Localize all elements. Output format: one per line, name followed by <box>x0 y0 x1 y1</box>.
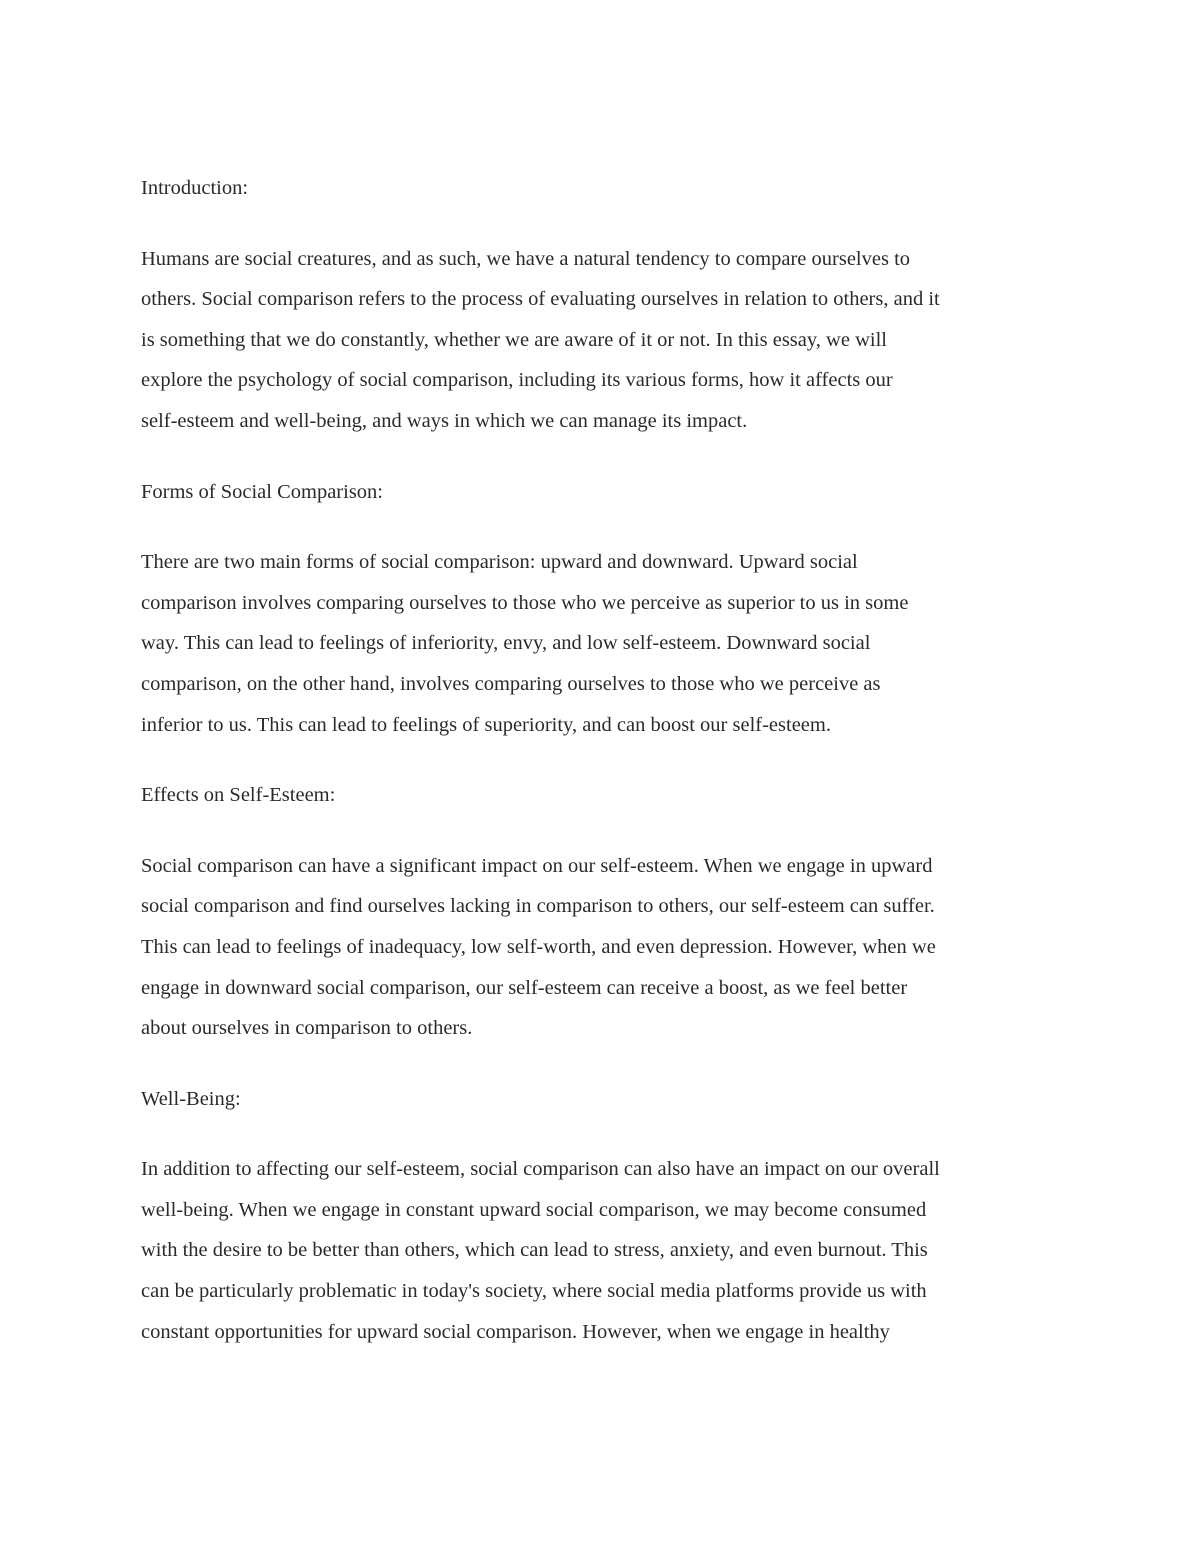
text-line: well-being. When we engage in constant upward social comparison, we may become consumed <box>141 1198 927 1221</box>
paragraph-gap <box>141 209 1066 239</box>
paragraph-gap <box>141 745 1066 775</box>
text-line: about ourselves in comparison to others. <box>141 1017 473 1040</box>
text-line: There are two main forms of social comparison: upward and downward. Upward social <box>141 551 858 574</box>
text-line: Social comparison can have a significant impact on our self-esteem. When we engage in upward <box>141 854 933 877</box>
text-line: social comparison and find ourselves lacking in comparison to others, our self-esteem can suffer. <box>141 895 935 918</box>
text-line: constant opportunities for upward social comparison. However, when we engage in healthy <box>141 1320 890 1343</box>
document-body <box>141 168 1066 1352</box>
section-heading: Well-Being: <box>141 1087 241 1110</box>
text-line: with the desire to be better than others, which can lead to stress, anxiety, and even burnout. This <box>141 1239 928 1262</box>
section-forms-of-social-comparison <box>141 472 1066 776</box>
text-line: In addition to affecting our self-esteem, social comparison can also have an impact on our overall <box>141 1158 940 1181</box>
section-introduction <box>141 168 1066 472</box>
paragraph-gap <box>141 816 1066 846</box>
text-line: Humans are social creatures, and as such, we have a natural tendency to compare ourselves to <box>141 247 911 270</box>
section-effects-on-self-esteem <box>141 775 1066 1079</box>
paragraph-gap <box>141 1049 1066 1079</box>
text-line: is something that we do constantly, whether we are aware of it or not. In this essay, we will <box>141 328 887 351</box>
section-paragraph <box>141 542 1066 745</box>
text-line: inferior to us. This can lead to feelings of superiority, and can boost our self-esteem. <box>141 713 831 736</box>
section-paragraph <box>141 239 1066 442</box>
paragraph-gap <box>141 442 1066 472</box>
section-heading: Forms of Social Comparison: <box>141 480 384 503</box>
section-heading: Effects on Self-Esteem: <box>141 784 336 807</box>
text-line: way. This can lead to feelings of inferiority, envy, and low self-esteem. Downward social <box>141 632 871 655</box>
text-line: explore the psychology of social comparison, including its various forms, how it affects our <box>141 369 893 392</box>
text-line: comparison involves comparing ourselves to those who we perceive as superior to us in some <box>141 591 909 614</box>
text-line: others. Social comparison refers to the process of evaluating ourselves in relation to others, and it <box>141 288 940 311</box>
section-paragraph <box>141 1149 1066 1352</box>
section-paragraph <box>141 846 1066 1049</box>
text-line: comparison, on the other hand, involves comparing ourselves to those who we perceive as <box>141 672 881 695</box>
text-line: self-esteem and well-being, and ways in which we can manage its impact. <box>141 409 748 432</box>
text-line: can be particularly problematic in today's society, where social media platforms provide us with <box>141 1280 927 1303</box>
paragraph-gap <box>141 512 1066 542</box>
section-well-being <box>141 1079 1066 1353</box>
text-line: This can lead to feelings of inadequacy, low self-worth, and even depression. However, when we <box>141 935 936 958</box>
text-line: engage in downward social comparison, our self-esteem can receive a boost, as we feel better <box>141 976 908 999</box>
paragraph-gap <box>141 1119 1066 1149</box>
section-heading: Introduction: <box>141 177 249 199</box>
